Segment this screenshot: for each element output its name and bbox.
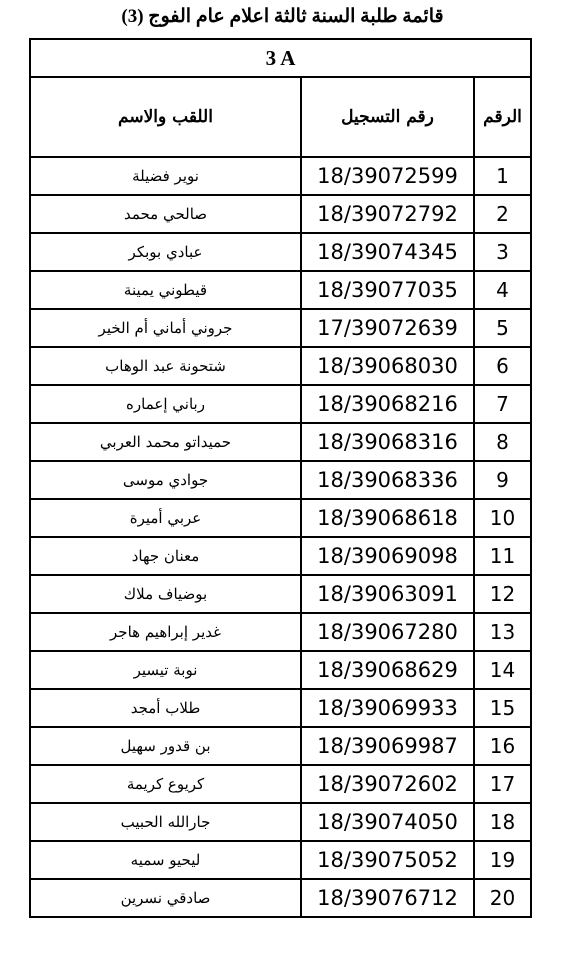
row-number: 8 [474, 423, 531, 461]
table-row [30, 689, 531, 727]
registration-number: 18/39072599 [301, 157, 474, 195]
student-name: شتحونة عبد الوهاب [30, 347, 301, 385]
student-name: عبادي بوبكر [30, 233, 301, 271]
registration-number: 18/39072792 [301, 195, 474, 233]
row-number: 16 [474, 727, 531, 765]
registration-number: 18/39068216 [301, 385, 474, 423]
student-name: حميداتو محمد العربي [30, 423, 301, 461]
student-name: ليحيو سميه [30, 841, 301, 879]
student-name: كريوع كريمة [30, 765, 301, 803]
table-row [30, 727, 531, 765]
table-row [30, 195, 531, 233]
row-number: 12 [474, 575, 531, 613]
table-row [30, 499, 531, 537]
table-row [30, 309, 531, 347]
student-name: معنان جهاد [30, 537, 301, 575]
student-name: بوضياف ملاك [30, 575, 301, 613]
student-name: جارالله الحبيب [30, 803, 301, 841]
student-name: جروني أماني أم الخير [30, 309, 301, 347]
registration-number: 18/39068629 [301, 651, 474, 689]
registration-number: 18/39072602 [301, 765, 474, 803]
table-row [30, 385, 531, 423]
row-number: 9 [474, 461, 531, 499]
student-name: غدير إبراهيم هاجر [30, 613, 301, 651]
table-body [30, 157, 531, 917]
table-row [30, 803, 531, 841]
table-row [30, 423, 531, 461]
table-row [30, 765, 531, 803]
row-number: 11 [474, 537, 531, 575]
header-number: الرقم [474, 77, 531, 157]
registration-number: 17/39072639 [301, 309, 474, 347]
table-row [30, 537, 531, 575]
registration-number: 18/39068336 [301, 461, 474, 499]
registration-number: 18/39077035 [301, 271, 474, 309]
table-row [30, 841, 531, 879]
table-row [30, 879, 531, 917]
row-number: 15 [474, 689, 531, 727]
registration-number: 18/39069987 [301, 727, 474, 765]
row-number: 3 [474, 233, 531, 271]
header-name: اللقب والاسم [30, 77, 301, 157]
registration-number: 18/39067280 [301, 613, 474, 651]
student-name: رباني إعماره [30, 385, 301, 423]
table-row [30, 157, 531, 195]
table-row [30, 461, 531, 499]
registration-number: 18/39068030 [301, 347, 474, 385]
registration-number: 18/39069933 [301, 689, 474, 727]
row-number: 6 [474, 347, 531, 385]
row-number: 1 [474, 157, 531, 195]
student-table [29, 38, 532, 918]
registration-number: 18/39075052 [301, 841, 474, 879]
row-number: 5 [474, 309, 531, 347]
table-row [30, 575, 531, 613]
registration-number: 18/39074345 [301, 233, 474, 271]
registration-number: 18/39069098 [301, 537, 474, 575]
row-number: 10 [474, 499, 531, 537]
student-name: بن قدور سهيل [30, 727, 301, 765]
student-name: طلاب أمجد [30, 689, 301, 727]
table-row [30, 233, 531, 271]
student-name: صادقي نسرين [30, 879, 301, 917]
row-number: 13 [474, 613, 531, 651]
row-number: 18 [474, 803, 531, 841]
header-registration: رقم التسجيل [301, 77, 474, 157]
header-row [30, 77, 531, 157]
class-label: 3 A [30, 39, 531, 77]
table-row [30, 651, 531, 689]
student-name: صالحي محمد [30, 195, 301, 233]
student-name: جوادي موسى [30, 461, 301, 499]
table-row [30, 613, 531, 651]
table-row [30, 347, 531, 385]
row-number: 4 [474, 271, 531, 309]
row-number: 14 [474, 651, 531, 689]
document-title: قائمة طلبة السنة ثالثة اعلام عام الفوج (3) [121, 6, 444, 27]
row-number: 19 [474, 841, 531, 879]
class-row [30, 39, 531, 77]
table-row [30, 271, 531, 309]
row-number: 7 [474, 385, 531, 423]
row-number: 20 [474, 879, 531, 917]
registration-number: 18/39068618 [301, 499, 474, 537]
student-name: نوير فضيلة [30, 157, 301, 195]
registration-number: 18/39074050 [301, 803, 474, 841]
student-name: عربي أميرة [30, 499, 301, 537]
registration-number: 18/39063091 [301, 575, 474, 613]
student-name: نوبة تيسير [30, 651, 301, 689]
row-number: 2 [474, 195, 531, 233]
registration-number: 18/39076712 [301, 879, 474, 917]
row-number: 17 [474, 765, 531, 803]
registration-number: 18/39068316 [301, 423, 474, 461]
student-name: قيطوني يمينة [30, 271, 301, 309]
